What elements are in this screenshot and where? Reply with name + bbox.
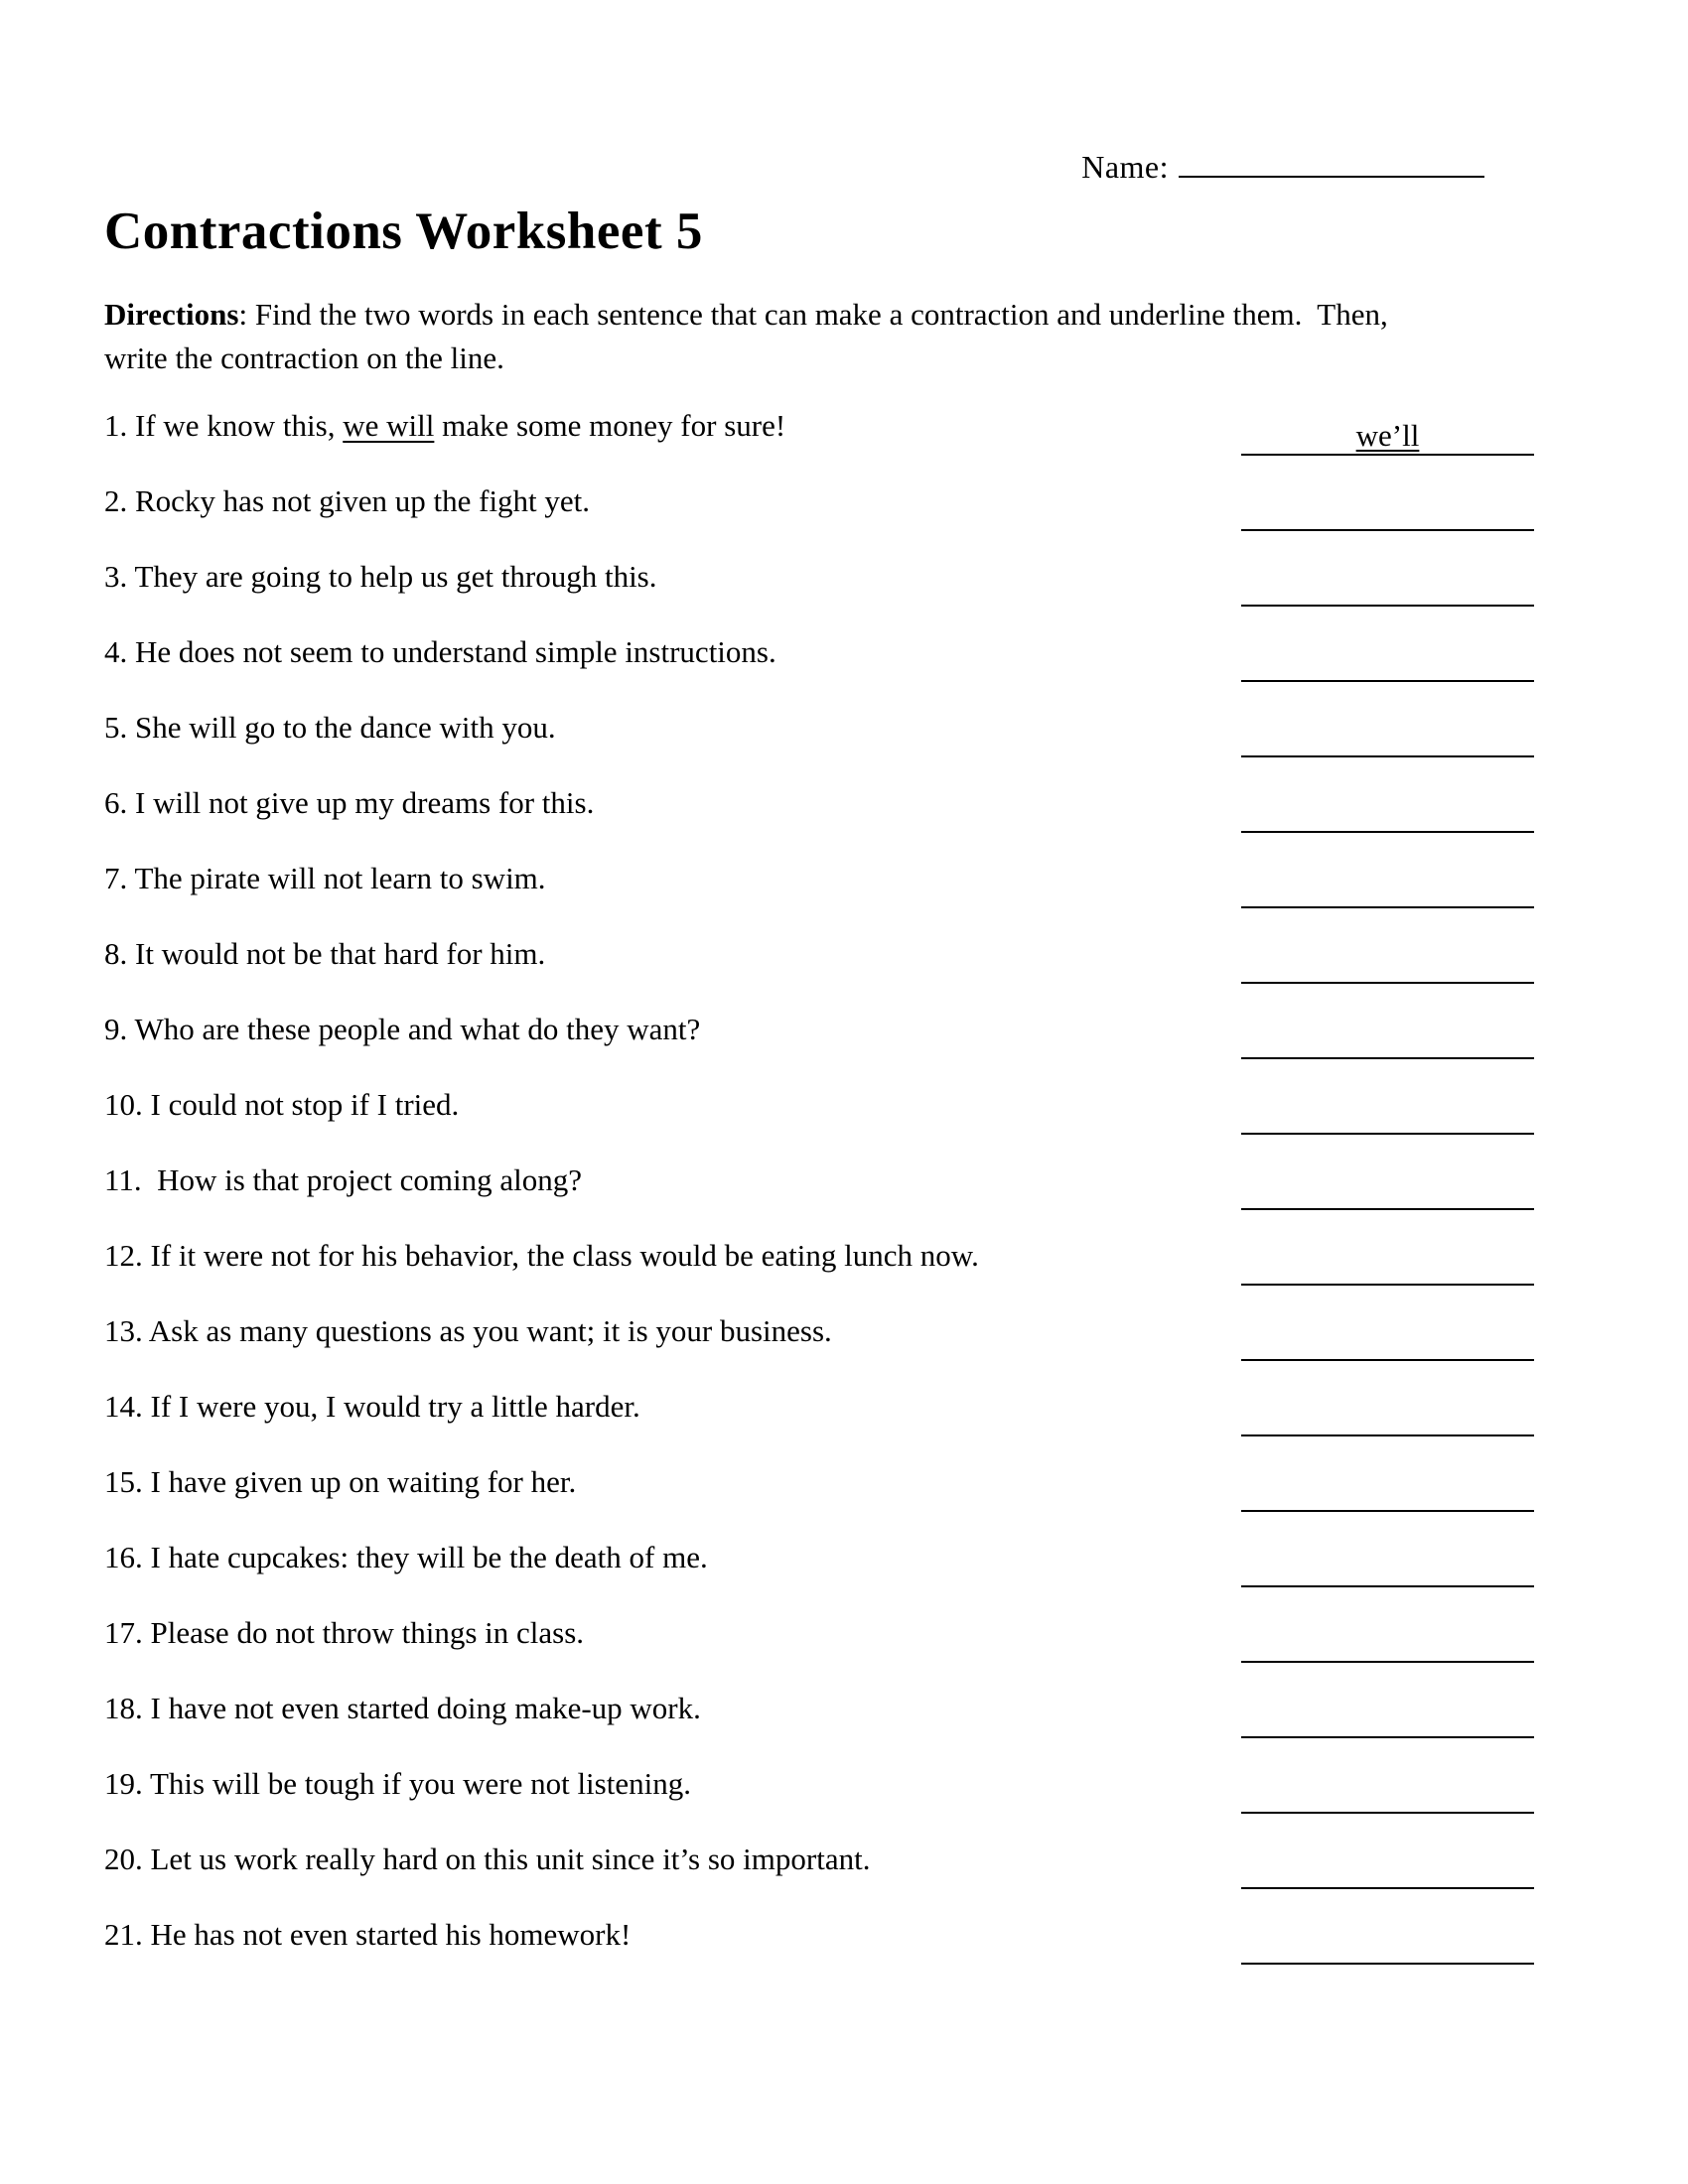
- sentence-text: They are going to help us get through this.: [134, 558, 657, 594]
- name-row: [0, 0, 1484, 186]
- sentence-text: Please do not throw things in class.: [150, 1614, 585, 1650]
- answer-line[interactable]: [1241, 1701, 1534, 1738]
- worksheet-item: [104, 1012, 1688, 1047]
- item-sentence: [151, 1389, 640, 1424]
- sentence-text: I have not even started doing make-up work.: [150, 1690, 701, 1725]
- item-number: 10.: [104, 1086, 143, 1122]
- sentence-text: I will not give up my dreams for this.: [135, 784, 595, 820]
- item-sentence: [134, 559, 656, 594]
- sentence-text: Let us work really hard on this unit since it’s so important.: [150, 1841, 871, 1876]
- answer-line[interactable]: [1241, 569, 1534, 607]
- worksheet-item: [104, 483, 1688, 519]
- item-sentence: [151, 1087, 460, 1122]
- answer-line[interactable]: [1241, 795, 1534, 833]
- sentence-text: I could not stop if I tried.: [150, 1086, 460, 1122]
- sentence-text: make some money for sure!: [434, 407, 786, 443]
- worksheet-item: [104, 1766, 1688, 1802]
- answer-line[interactable]: [1241, 720, 1534, 757]
- item-sentence: [151, 1842, 871, 1876]
- name-label: Name:: [1081, 149, 1169, 185]
- item-sentence: [135, 408, 785, 443]
- worksheet-item: [104, 1615, 1688, 1651]
- sentence-text: The pirate will not learn to swim.: [134, 860, 546, 895]
- worksheet-item: [104, 1313, 1688, 1349]
- sentence-text: Rocky has not given up the fight yet.: [135, 482, 591, 518]
- item-sentence: [151, 1540, 708, 1574]
- worksheet-item: [104, 1917, 1688, 1953]
- item-sentence: [135, 710, 556, 745]
- item-sentence: [135, 483, 590, 518]
- worksheet-item: [104, 634, 1688, 670]
- item-sentence: [150, 1766, 691, 1801]
- answer-text: we’ll: [1355, 417, 1420, 453]
- answer-line[interactable]: [1241, 1550, 1534, 1587]
- answer-line[interactable]: [1241, 1248, 1534, 1286]
- items-list: [0, 408, 1688, 1953]
- item-sentence: [135, 634, 776, 669]
- item-number: 16.: [104, 1539, 143, 1574]
- page-title: Contractions Worksheet 5: [104, 202, 703, 260]
- item-number: 8.: [104, 935, 128, 971]
- name-input-line[interactable]: [1179, 176, 1484, 178]
- answer-line[interactable]: [1241, 1927, 1534, 1965]
- worksheet-item: [104, 1464, 1688, 1500]
- sentence-text: If we know this,: [135, 407, 344, 443]
- sentence-text: I hate cupcakes: they will be the death of me.: [150, 1539, 708, 1574]
- worksheet-item: [104, 710, 1688, 746]
- item-number: 5.: [104, 709, 128, 745]
- worksheet-item: [104, 1087, 1688, 1123]
- item-number: 4.: [104, 633, 128, 669]
- item-number: 17.: [104, 1614, 143, 1650]
- item-sentence: [134, 861, 545, 895]
- sentence-text: Who are these people and what do they want?: [134, 1011, 701, 1046]
- worksheet-item: [104, 1540, 1688, 1575]
- sentence-text: He has not even started his homework!: [150, 1916, 632, 1952]
- answer-line[interactable]: [1241, 1474, 1534, 1512]
- item-sentence: [151, 1615, 585, 1650]
- answer-line[interactable]: [1241, 946, 1534, 984]
- item-number: 1.: [104, 407, 128, 443]
- worksheet-item: [104, 1162, 1688, 1198]
- item-number: 2.: [104, 482, 128, 518]
- item-number: 19.: [104, 1765, 143, 1801]
- item-sentence: [151, 1917, 632, 1952]
- answer-line[interactable]: [1241, 1323, 1534, 1361]
- sentence-text: If it were not for his behavior, the class would be eating lunch now.: [150, 1237, 979, 1273]
- answer-line[interactable]: [1241, 1399, 1534, 1436]
- directions-text-line2: write the contraction on the line.: [104, 340, 504, 375]
- worksheet-item: [104, 1389, 1688, 1425]
- item-number: 12.: [104, 1237, 143, 1273]
- item-number: 21.: [104, 1916, 143, 1952]
- answer-line[interactable]: [1241, 1776, 1534, 1814]
- item-number: 20.: [104, 1841, 143, 1876]
- underlined-words: we will: [343, 407, 435, 443]
- directions: [104, 293, 1539, 380]
- answer-line[interactable]: [1241, 871, 1534, 908]
- answer-line[interactable]: [1241, 418, 1534, 456]
- item-number: 14.: [104, 1388, 143, 1424]
- answer-line[interactable]: [1241, 1022, 1534, 1059]
- sentence-text: He does not seem to understand simple instructions.: [135, 633, 776, 669]
- item-number: 6.: [104, 784, 128, 820]
- worksheet-item: [104, 407, 1688, 453]
- worksheet-item: [104, 1238, 1688, 1274]
- item-sentence: [149, 1313, 832, 1348]
- worksheet-item: [104, 1691, 1688, 1726]
- worksheet-item: [104, 785, 1688, 821]
- sentence-text: How is that project coming along?: [149, 1161, 582, 1197]
- answer-line[interactable]: [1241, 1097, 1534, 1135]
- worksheet-item: [104, 559, 1688, 595]
- sentence-text: This will be tough if you were not listening.: [149, 1765, 691, 1801]
- sentence-text: She will go to the dance with you.: [135, 709, 556, 745]
- item-sentence: [135, 936, 545, 971]
- answer-line[interactable]: [1241, 1625, 1534, 1663]
- worksheet-item: [104, 936, 1688, 972]
- answer-line[interactable]: [1241, 493, 1534, 531]
- answer-line[interactable]: [1241, 1172, 1534, 1210]
- item-number: 13.: [104, 1312, 143, 1348]
- answer-line[interactable]: [1241, 644, 1534, 682]
- item-sentence: [149, 1162, 582, 1197]
- item-sentence: [151, 1691, 701, 1725]
- item-number: 11.: [104, 1161, 142, 1197]
- answer-line[interactable]: [1241, 1851, 1534, 1889]
- item-number: 3.: [104, 558, 128, 594]
- sentence-text: If I were you, I would try a little harder.: [150, 1388, 640, 1424]
- worksheet-item: [104, 1842, 1688, 1877]
- item-number: 18.: [104, 1690, 143, 1725]
- item-number: 15.: [104, 1463, 143, 1499]
- item-sentence: [151, 1464, 577, 1499]
- sentence-text: It would not be that hard for him.: [135, 935, 546, 971]
- worksheet-item: [104, 861, 1688, 896]
- item-sentence: [151, 1238, 979, 1273]
- sentence-text: I have given up on waiting for her.: [150, 1463, 577, 1499]
- directions-label: Directions: [104, 296, 239, 332]
- item-number: 9.: [104, 1011, 128, 1046]
- item-sentence: [134, 1012, 700, 1046]
- sentence-text: Ask as many questions as you want; it is your business.: [148, 1312, 832, 1348]
- item-sentence: [135, 785, 594, 820]
- item-number: 7.: [104, 860, 128, 895]
- directions-text-line1: : Find the two words in each sentence that can make a contraction and underline them. Then,: [238, 296, 1388, 332]
